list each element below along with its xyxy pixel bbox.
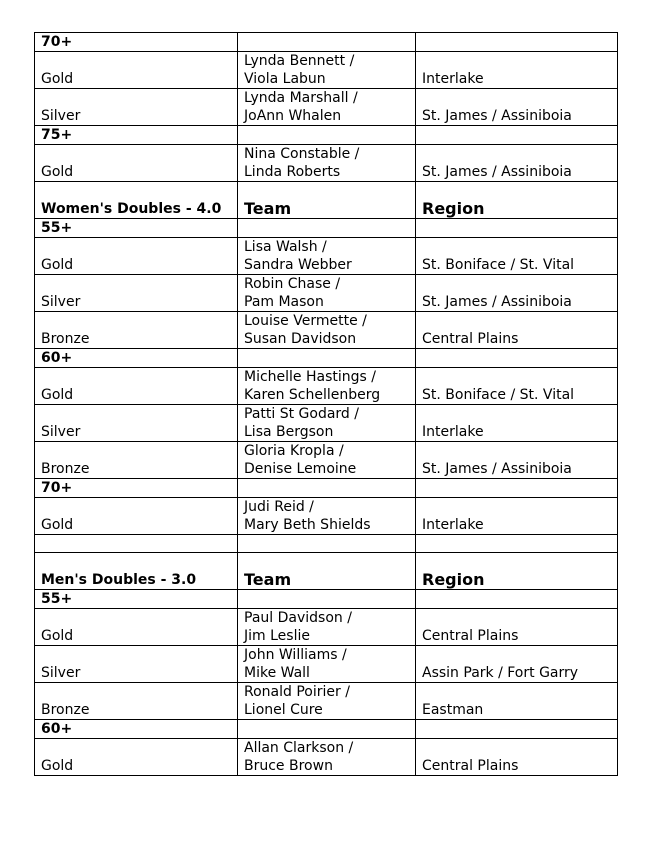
region-cell: Interlake xyxy=(416,498,618,535)
team-cell xyxy=(238,442,416,479)
table-row xyxy=(35,312,618,349)
team-cell xyxy=(238,683,416,720)
empty-cell xyxy=(416,33,618,52)
medal-cell: Bronze xyxy=(35,442,238,479)
team-cell xyxy=(238,405,416,442)
team-member-line: Lisa Walsh / xyxy=(244,239,327,255)
table-row xyxy=(35,405,618,442)
empty-cell xyxy=(416,720,618,739)
region-cell: Interlake xyxy=(416,405,618,442)
empty-cell xyxy=(35,535,238,553)
table-row xyxy=(35,145,618,182)
empty-cell xyxy=(238,33,416,52)
section-header-row xyxy=(35,182,618,219)
empty-cell xyxy=(238,720,416,739)
team-member-line: Mike Wall xyxy=(244,665,310,681)
section-title: Women's Doubles - 4.0 xyxy=(35,182,238,219)
team-member-line: Karen Schellenberg xyxy=(244,387,381,403)
medal-cell: Bronze xyxy=(35,683,238,720)
team-member-line: Nina Constable / xyxy=(244,146,360,162)
age-group-row xyxy=(35,349,618,368)
team-member-line: Susan Davidson xyxy=(244,331,357,347)
medal-cell: Silver xyxy=(35,89,238,126)
team-member-line: Denise Lemoine xyxy=(244,461,357,477)
team-member-line: Louise Vermette / xyxy=(244,313,367,329)
medal-cell: Gold xyxy=(35,52,238,89)
team-cell xyxy=(238,739,416,776)
region-cell: St. James / Assiniboia xyxy=(416,89,618,126)
team-cell xyxy=(238,646,416,683)
team-member-line: Lionel Cure xyxy=(244,702,323,718)
spacer-row xyxy=(35,535,618,553)
region-cell: St. Boniface / St. Vital xyxy=(416,238,618,275)
team-cell xyxy=(238,52,416,89)
medal-cell: Gold xyxy=(35,368,238,405)
table-row xyxy=(35,498,618,535)
team-column-header: Team xyxy=(238,553,416,590)
empty-cell xyxy=(238,219,416,238)
table-row xyxy=(35,52,618,89)
medal-cell: Silver xyxy=(35,275,238,312)
empty-cell xyxy=(238,590,416,609)
team-member-line: Robin Chase / xyxy=(244,276,341,292)
region-cell: Eastman xyxy=(416,683,618,720)
empty-cell xyxy=(416,219,618,238)
empty-cell xyxy=(238,126,416,145)
team-member-line: John Williams / xyxy=(244,647,347,663)
table-row xyxy=(35,368,618,405)
team-member-line: Allan Clarkson / xyxy=(244,740,354,756)
medal-cell: Silver xyxy=(35,646,238,683)
team-member-line: Sandra Webber xyxy=(244,257,352,273)
age-group-row xyxy=(35,126,618,145)
team-member-line: Patti St Godard / xyxy=(244,406,359,422)
medal-cell: Gold xyxy=(35,739,238,776)
age-group-row xyxy=(35,720,618,739)
age-group-label: 60+ xyxy=(35,720,238,739)
medal-cell: Gold xyxy=(35,609,238,646)
section-title: Men's Doubles - 3.0 xyxy=(35,553,238,590)
team-member-line: Lisa Bergson xyxy=(244,424,334,440)
age-group-label: 70+ xyxy=(35,479,238,498)
team-column-header: Team xyxy=(238,182,416,219)
team-cell xyxy=(238,498,416,535)
age-group-row xyxy=(35,479,618,498)
table-row xyxy=(35,238,618,275)
team-member-line: Lynda Bennett / xyxy=(244,53,355,69)
table-row xyxy=(35,275,618,312)
team-cell xyxy=(238,145,416,182)
team-member-line: Mary Beth Shields xyxy=(244,517,371,533)
region-column-header: Region xyxy=(416,553,618,590)
table-row xyxy=(35,646,618,683)
team-member-line: Linda Roberts xyxy=(244,164,341,180)
age-group-label: 75+ xyxy=(35,126,238,145)
age-group-row xyxy=(35,590,618,609)
team-cell xyxy=(238,312,416,349)
medal-cell: Bronze xyxy=(35,312,238,349)
medal-cell: Gold xyxy=(35,145,238,182)
results-table xyxy=(34,32,618,776)
region-cell: Interlake xyxy=(416,52,618,89)
empty-cell xyxy=(238,349,416,368)
team-member-line: Ronald Poirier / xyxy=(244,684,350,700)
region-cell: Central Plains xyxy=(416,739,618,776)
empty-cell xyxy=(416,590,618,609)
age-group-label: 55+ xyxy=(35,590,238,609)
region-column-header: Region xyxy=(416,182,618,219)
table-row xyxy=(35,609,618,646)
team-member-line: Judi Reid / xyxy=(244,499,314,515)
team-member-line: Pam Mason xyxy=(244,294,324,310)
age-group-label: 60+ xyxy=(35,349,238,368)
empty-cell xyxy=(416,126,618,145)
team-cell xyxy=(238,89,416,126)
age-group-label: 55+ xyxy=(35,219,238,238)
team-member-line: Bruce Brown xyxy=(244,758,333,774)
age-group-label: 70+ xyxy=(35,33,238,52)
empty-cell xyxy=(416,479,618,498)
team-cell xyxy=(238,275,416,312)
results-body xyxy=(35,33,618,776)
region-cell: Assin Park / Fort Garry xyxy=(416,646,618,683)
table-row xyxy=(35,739,618,776)
team-member-line: Viola Labun xyxy=(244,71,326,87)
region-cell: St. James / Assiniboia xyxy=(416,275,618,312)
team-member-line: Michelle Hastings / xyxy=(244,369,376,385)
team-member-line: Paul Davidson / xyxy=(244,610,352,626)
region-cell: St. Boniface / St. Vital xyxy=(416,368,618,405)
empty-cell xyxy=(416,349,618,368)
age-group-row xyxy=(35,219,618,238)
region-cell: St. James / Assiniboia xyxy=(416,145,618,182)
age-group-row xyxy=(35,33,618,52)
empty-cell xyxy=(238,535,416,553)
team-cell xyxy=(238,609,416,646)
team-member-line: Gloria Kropla / xyxy=(244,443,344,459)
table-row xyxy=(35,442,618,479)
table-row xyxy=(35,683,618,720)
team-member-line: Jim Leslie xyxy=(244,628,310,644)
medal-cell: Gold xyxy=(35,498,238,535)
medal-cell: Silver xyxy=(35,405,238,442)
medal-cell: Gold xyxy=(35,238,238,275)
team-member-line: JoAnn Whalen xyxy=(244,108,342,124)
empty-cell xyxy=(238,479,416,498)
empty-cell xyxy=(416,535,618,553)
section-header-row xyxy=(35,553,618,590)
team-cell xyxy=(238,238,416,275)
region-cell: Central Plains xyxy=(416,609,618,646)
team-member-line: Lynda Marshall / xyxy=(244,90,358,106)
team-cell xyxy=(238,368,416,405)
region-cell: St. James / Assiniboia xyxy=(416,442,618,479)
table-row xyxy=(35,89,618,126)
region-cell: Central Plains xyxy=(416,312,618,349)
